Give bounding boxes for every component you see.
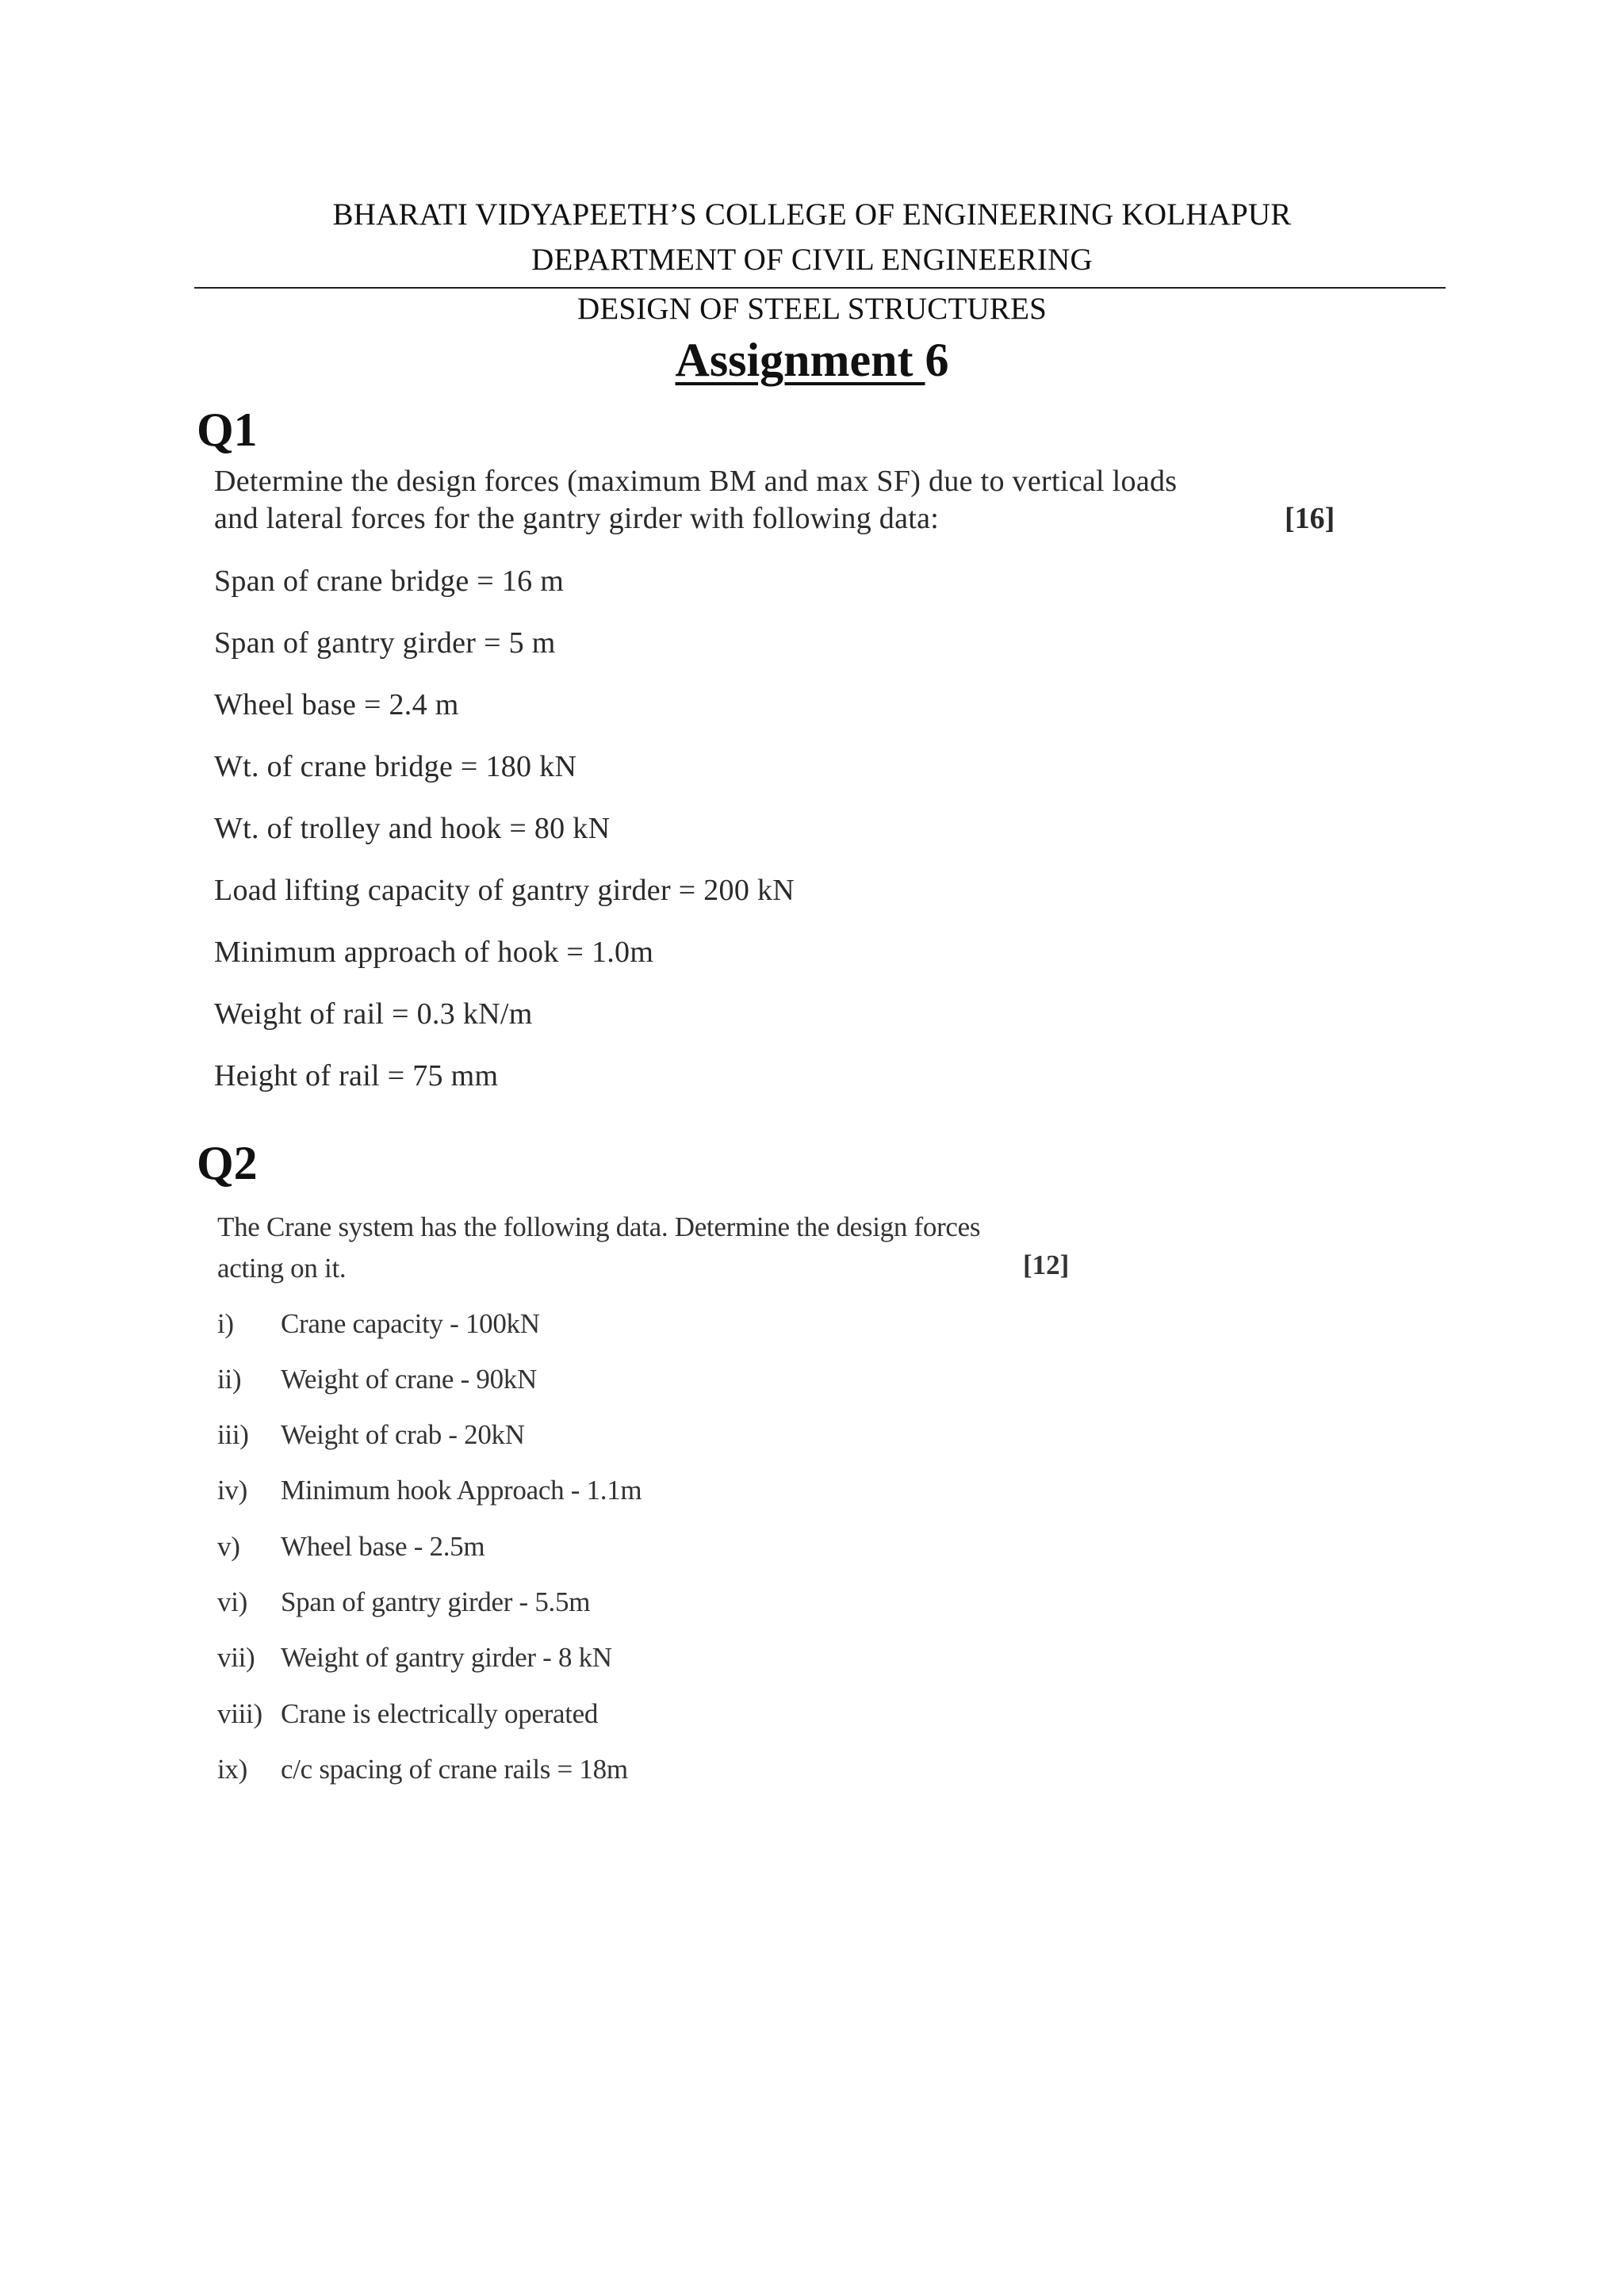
course-name: DESIGN OF STEEL STRUCTURES [576,292,1048,326]
q2-item-text: Minimum hook Approach - 1.1m [281,1475,642,1506]
q2-item [217,1642,612,1682]
q1-item: Wheel base = 2.4 m [214,688,459,721]
q1-marks: [16] [1285,502,1335,535]
q2-item-number: viii) [217,1698,262,1729]
q2-item-number: iv) [217,1475,247,1506]
q2-statement-line-1: The Crane system has the following data. Determine the design forces [217,1211,981,1242]
q2-item [217,1419,525,1459]
assignment-title-text: Assignment [675,334,925,386]
q2-item [217,1754,628,1793]
q2-item-text: Weight of crab - 20kN [281,1419,525,1450]
assignment-number: 6 [925,334,949,386]
q2-item [217,1586,590,1626]
q1-statement-line-2: and lateral forces for the gantry girder with following data: [214,502,940,535]
q2-item-text: Crane capacity - 100kN [281,1308,540,1339]
q1-item: Weight of rail = 0.3 kN/m [214,997,533,1031]
q2-item-text: Weight of gantry girder - 8 kN [281,1642,612,1673]
q2-item-text: Span of gantry girder - 5.5m [281,1586,591,1617]
question-1-label: Q1 [197,404,258,456]
q2-item [217,1308,540,1348]
q1-item: Height of rail = 75 mm [214,1059,499,1093]
q2-item-text: c/c spacing of crane rails = 18m [281,1754,628,1785]
question-2-label: Q2 [197,1137,258,1189]
assignment-title [0,333,1624,388]
q1-item: Wt. of crane bridge = 180 kN [214,750,577,783]
q2-item-number: i) [217,1308,234,1339]
header-divider [194,287,1446,289]
q1-item: Load lifting capacity of gantry girder = 200 kN [214,874,795,907]
q1-statement-line-1: Determine the design forces (maximum BM and max SF) due to vertical loads [214,465,1178,498]
q2-item-number: iii) [217,1419,249,1450]
q2-item-number: v) [217,1531,240,1562]
q2-item-number: vii) [217,1642,255,1673]
q2-item [217,1531,485,1571]
q1-item: Span of gantry girder = 5 m [214,626,556,660]
q2-item-number: vi) [217,1586,247,1617]
q1-item: Minimum approach of hook = 1.0m [214,936,654,969]
q2-item [217,1698,598,1738]
q1-item: Wt. of trolley and hook = 80 kN [214,812,611,845]
q2-item [217,1364,537,1403]
q2-item-text: Wheel base - 2.5m [281,1531,485,1562]
q2-statement-line-2: acting on it. [217,1253,347,1284]
q2-item-number: ii) [217,1364,242,1395]
q2-item-number: ix) [217,1754,247,1785]
q1-item: Span of crane bridge = 16 m [214,564,565,598]
department-name: DEPARTMENT OF CIVIL ENGINEERING [531,243,1093,277]
q2-item [217,1475,642,1514]
q2-marks: [12] [1023,1249,1070,1280]
q2-item-text: Weight of crane - 90kN [281,1364,537,1395]
q2-item-text: Crane is electrically operated [281,1698,599,1729]
college-name: BHARATI VIDYAPEETH’S COLLEGE OF ENGINEERING KOLHAPUR [332,197,1292,232]
